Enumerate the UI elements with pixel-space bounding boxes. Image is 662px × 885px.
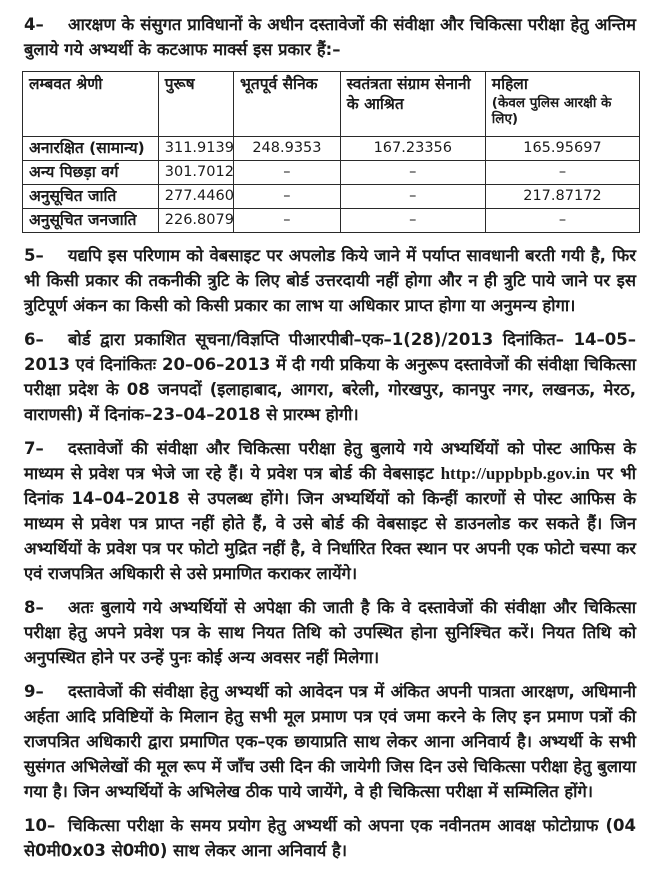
board-website-url: http://uppbpb.gov.in [440,464,590,483]
paragraph-9 [24,679,636,804]
column-header-vertical-category: लम्बवत श्रेणी [23,72,159,137]
cell-value: 165.95697 [485,137,639,161]
table-header-row [23,72,640,137]
paragraph-7 [24,436,636,586]
paragraph-10 [24,813,636,863]
table-row [23,209,640,233]
cell-value: 248.9353 [234,137,341,161]
column-header-female-note: (केवल पुलिस आरक्षी के लिए) [491,95,612,127]
table-row [23,137,640,161]
column-header-male: पुरूष [158,72,233,137]
paragraph-5 [24,243,636,318]
column-header-female-title: महिला [491,75,528,93]
paragraph-6-number: 6– [24,330,44,349]
cell-value: 226.8079 [158,209,233,233]
paragraph-10-number: 10– [24,816,56,835]
column-header-freedom-fighter-dependent: स्वतंत्रता संग्राम सेनानी के आश्रित [340,72,485,137]
cell-value: 167.23356 [340,137,485,161]
cell-value: – [340,209,485,233]
cell-value: – [485,209,639,233]
paragraph-8 [24,595,636,670]
paragraph-4-number: 4– [24,15,44,34]
table-row [23,161,640,185]
paragraph-4 [24,12,636,62]
cell-value: – [485,161,639,185]
paragraph-8-text: अतः बुलाये गये अभ्यर्थियों से अपेक्षा की जाती है कि वे दस्तावेजों की संवीक्षा और चिकित्सा परीक्षा हेतु अपने प्रवेश पत्र के साथ नियत तिथि को उपस्थित होना सुनिश्चित करें। नियत तिथि को अनुपस्थित होने पर उन्हें पुनः कोई अन्य अवसर नहीं मिलेगा। [24,598,636,667]
paragraph-6 [24,327,636,427]
cell-value: 277.4460 [158,185,233,209]
paragraph-10-text: चिकित्सा परीक्षा के समय प्रयोग हेतु अभ्यर्थी को अपना एक नवीनतम आवक्ष फोटोग्राफ (04 से0मी0x03 से0मी0) साथ लेकर आना अनिवार्य है। [24,816,636,860]
table-row [23,185,640,209]
cell-value: – [234,209,341,233]
cell-value: – [234,185,341,209]
column-header-female [485,72,639,137]
row-category-unreserved: अनारक्षित (सामान्य) [23,137,159,161]
row-category-obc: अन्य पिछड़ा वर्ग [23,161,159,185]
paragraph-4-text: आरक्षण के संसुगत प्राविधानों के अधीन दस्तावेजों की संवीक्षा और चिकित्सा परीक्षा हेतु अन्तिम बुलाये गये अभ्यर्थी के कटआफ मार्क्स इस प्रकार हैं:– [24,15,636,59]
paragraph-7-text-before-url: दस्तावेजों की संवीक्षा और चिकित्सा परीक्षा हेतु बुलाये गये अभ्यर्थियों को पोस्ट आफिस के माध्यम से प्रवेश पत्र भेजे जा रहे हैं। ये प्रवेश पत्र बोर्ड की वेबसाइट [24,439,636,483]
paragraph-5-number: 5– [24,246,44,265]
column-header-ex-serviceman: भूतपूर्व सैनिक [234,72,341,137]
paragraph-9-text: दस्तावेजों की संवीक्षा हेतु अभ्यर्थी को आवेदन पत्र में अंकित अपनी पात्रता आरक्षण, अधिमानी अर्हता आदि प्रविष्टियों के मिलान हेतु सभी मूल प्रमाण पत्र एवं जमा करने के लिए इन प्रमाण पत्रों की राजपत्रित अधिकारी द्वारा प्रमाणित एक–एक छायाप्रति साथ लेकर आना अनिवार्य है। अभ्यर्थी के सभी सुसंगत अभिलेखों की मूल रूप में जाँच उसी दिन की जायेगी जिस दिन उसे चिकित्सा परीक्षा हेतु बुलाया गया है। जिन अभ्यर्थियों के अभिलेख ठीक पाये जायेंगे, वे ही चिकित्सा परीक्षा में सम्मिलित होंगे। [24,682,636,801]
cell-value: 311.9139 [158,137,233,161]
cell-value: 301.7012 [158,161,233,185]
row-category-st: अनुसूचित जनजाति [23,209,159,233]
paragraph-6-text: बोर्ड द्वारा प्रकाशित सूचना/विज्ञप्ति पीआरपीबी–एक–1(28)/2013 दिनांकित– 14–05–2013 एवं दिनांकितः 20–06–2013 में दी गयी प्रकिया के अनुरूप दस्तावेजों की संवीक्षा चिकित्सा परीक्षा प्रदेश के 08 जनपदों (इलाहाबाद, आगरा, बरेली, गोरखपुर, कानपुर नगर, लखनऊ, मेरठ, वाराणसी) में दिनांक–23–04–2018 से प्रारम्भ होगी। [24,330,636,424]
paragraph-7-number: 7– [24,439,44,458]
cell-value: 217.87172 [485,185,639,209]
cutoff-marks-table [22,71,640,233]
cell-value: – [234,161,341,185]
cell-value: – [340,161,485,185]
paragraph-9-number: 9– [24,682,44,701]
cell-value: – [340,185,485,209]
paragraph-8-number: 8– [24,598,44,617]
row-category-sc: अनुसूचित जाति [23,185,159,209]
paragraph-7-text-after-url: पर भी दिनांक 14–04–2018 से उपलब्ध होंगे। जिन अभ्यर्थियों को किन्हीं कारणों से पोस्ट आफिस के माध्यम से प्रवेश पत्र प्राप्त नहीं होते हैं, वे उसे बोर्ड की वेबसाइट से डाउनलोड कर सकते हैं। जिन अभ्यर्थियों के प्रवेश पत्र पर फोटो मुद्रित नहीं है, वे निर्धारित रिक्त स्थान पर अपनी एक फोटो चस्पा कर एवं राजपत्रित अधिकारी से उसे प्रमाणित कराकर लायेंगे। [24,464,636,583]
paragraph-5-text: यद्यपि इस परिणाम को वेबसाइट पर अपलोड किये जाने में पर्याप्त सावधानी बरती गयी है, फिर भी किसी प्रकार की तकनीकी त्रुटि के लिए बोर्ड उत्तरदायी नहीं होगा और न ही त्रुटि पाये जाने पर इस त्रुटिपूर्ण अंकन का किसी को किसी प्रकार का लाभ या अधिकार प्राप्त होगा या अनुमन्य होगा। [24,246,636,315]
